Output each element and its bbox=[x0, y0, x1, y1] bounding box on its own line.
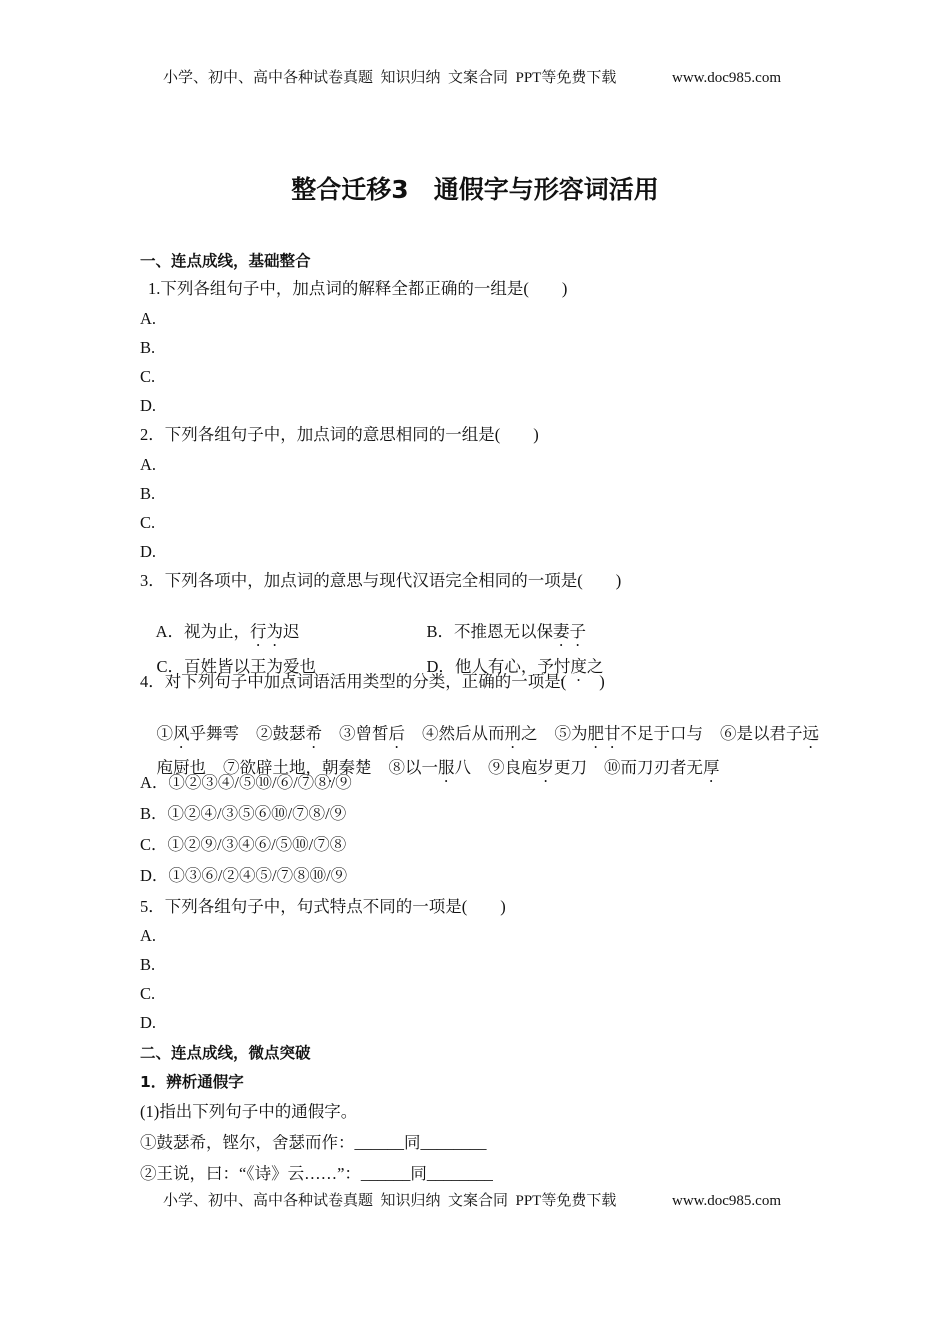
item-number: ① bbox=[156, 724, 173, 743]
q3-a-text: A．视为止， bbox=[155, 622, 251, 641]
dotted-word: 远 bbox=[802, 724, 819, 743]
q1-option-b: B. bbox=[140, 338, 156, 357]
page-title: 整合迁移3 通假字与形容词活用 bbox=[291, 175, 659, 204]
q4-item-6 bbox=[720, 724, 819, 743]
item-number: ⑦ bbox=[223, 758, 240, 777]
item-text: 更刀 bbox=[554, 758, 587, 777]
q3-b-text: B．不推恩无以保 bbox=[426, 622, 554, 641]
item-text: 欲辟土地， bbox=[239, 758, 322, 777]
q3-a-dotted-word: 行为 bbox=[250, 622, 284, 641]
item-text: 乎舞雩 bbox=[189, 724, 239, 743]
q3-option-c bbox=[140, 637, 316, 705]
item-text: 鼓瑟 bbox=[272, 724, 306, 743]
q3-d-text: D．他人有心，予 bbox=[426, 657, 554, 676]
item-number: ④ bbox=[422, 724, 439, 743]
q1-option-d: D. bbox=[140, 396, 157, 415]
item-number: ⑩ bbox=[604, 758, 621, 777]
item-text: 八 bbox=[454, 758, 471, 777]
dotted-word: 岁 bbox=[537, 758, 554, 777]
q3-c-dotted-word: 爱 bbox=[283, 657, 300, 676]
item-number: ⑤ bbox=[554, 724, 571, 743]
subsection-1-task: (1)指出下列句子中的通假字。 bbox=[140, 1102, 358, 1121]
q3-d-text-end: 之 bbox=[586, 657, 604, 676]
q3-option-d bbox=[410, 637, 603, 705]
q1-option-a: A. bbox=[140, 309, 157, 328]
item-number: ⑥ bbox=[720, 724, 737, 743]
q4-item-9 bbox=[488, 758, 587, 777]
q3-b-dotted-word: 妻子 bbox=[553, 622, 587, 641]
item-text: 不足于口与 bbox=[620, 724, 703, 743]
q4-option-d: D．①③⑥/②④⑤/⑦⑧⑩/⑨ bbox=[140, 866, 348, 885]
item-text: 以一 bbox=[405, 758, 438, 777]
q3-stem: 3．下列各项中，加点词的意思与现代汉语完全相同的一项是( ) bbox=[140, 571, 622, 590]
q5-option-b: B. bbox=[140, 955, 156, 974]
item-text: 是以君子 bbox=[736, 724, 803, 743]
q3-a-text-end: 迟 bbox=[283, 622, 300, 641]
q4-option-a: A．①②③④/⑤⑩/⑥/⑦⑧/⑨ bbox=[140, 773, 352, 792]
q4-option-b: B．①②④/③⑤⑥⑩/⑦⑧/⑨ bbox=[140, 804, 347, 823]
dotted-word: 朝 bbox=[322, 758, 339, 777]
page-header bbox=[0, 68, 950, 148]
q4-item-6-continued: 庖厨也 bbox=[156, 758, 206, 777]
q2-option-c: C. bbox=[140, 513, 156, 532]
item-text: 曾皙 bbox=[355, 724, 389, 743]
item-number: ⑨ bbox=[488, 758, 505, 777]
dotted-word: 希 bbox=[305, 724, 322, 743]
q4-sentences-line-2 bbox=[140, 738, 720, 806]
item-text: 而刀刃者无 bbox=[620, 758, 703, 777]
item-number: ⑧ bbox=[388, 758, 405, 777]
footer-site: www.doc985.com bbox=[672, 1193, 782, 1209]
subsection-1-heading: 1．辨析通假字 bbox=[140, 1073, 244, 1091]
q2-option-a: A. bbox=[140, 455, 157, 474]
q3-c-text-end: 也 bbox=[299, 657, 317, 676]
q1-stem: 1.下列各组句子中，加点词的解释全都正确的一组是( ) bbox=[148, 279, 568, 298]
item-number: ③ bbox=[339, 724, 356, 743]
item-text: 秦楚 bbox=[338, 758, 372, 777]
item-number: ② bbox=[256, 724, 273, 743]
page-footer bbox=[0, 1191, 950, 1271]
q4-stem: 4．对下列句子中加点词语活用类型的分类，正确的一项是( ) bbox=[140, 672, 605, 691]
q4-item-8 bbox=[389, 758, 472, 777]
q2-option-b: B. bbox=[140, 484, 156, 503]
dotted-word: 服 bbox=[438, 758, 455, 777]
q5-option-d: D. bbox=[140, 1013, 157, 1032]
item-text: 良庖 bbox=[504, 758, 538, 777]
q3-d-dotted-word: 忖度 bbox=[553, 657, 587, 676]
section-2-heading: 二、连点成线，微点突破 bbox=[140, 1044, 311, 1062]
dotted-word: 后 bbox=[388, 724, 405, 743]
dotted-word: 风 bbox=[173, 724, 190, 743]
dotted-word: 刑 bbox=[504, 724, 521, 743]
q5-option-a: A. bbox=[140, 926, 157, 945]
dotted-word: 厚 bbox=[703, 758, 720, 777]
item-text: 然后从而 bbox=[438, 724, 505, 743]
fill-blank-item-2: ②王说，曰：“《诗》云……”：______同________ bbox=[140, 1164, 493, 1183]
dotted-word: 肥甘 bbox=[587, 724, 621, 743]
header-site: www.doc985.com bbox=[672, 70, 782, 86]
item-text: 为 bbox=[571, 724, 588, 743]
fill-blank-item-1: ①鼓瑟希，铿尔，舍瑟而作：______同________ bbox=[140, 1133, 487, 1152]
q4-item-10 bbox=[604, 758, 720, 777]
q5-option-c: C. bbox=[140, 984, 156, 1003]
q2-option-d: D. bbox=[140, 542, 157, 561]
section-1-heading: 一、连点成线，基础整合 bbox=[140, 252, 311, 270]
q2-stem: 2．下列各组句子中，加点词的意思相同的一组是( ) bbox=[140, 425, 539, 444]
item-text: 之 bbox=[521, 724, 538, 743]
footer-text: 小学、初中、高中各种试卷真题 知识归纳 文案合同 PPT等免费下载 bbox=[163, 1193, 617, 1209]
header-text: 小学、初中、高中各种试卷真题 知识归纳 文案合同 PPT等免费下载 bbox=[163, 70, 617, 86]
q5-stem: 5．下列各组句子中，句式特点不同的一项是( ) bbox=[140, 897, 506, 916]
q3-c-text: C．百姓皆以王为 bbox=[156, 657, 284, 676]
q1-option-c: C. bbox=[140, 367, 156, 386]
q4-option-c: C．①②⑨/③④⑥/⑤⑩/⑦⑧ bbox=[140, 835, 347, 854]
